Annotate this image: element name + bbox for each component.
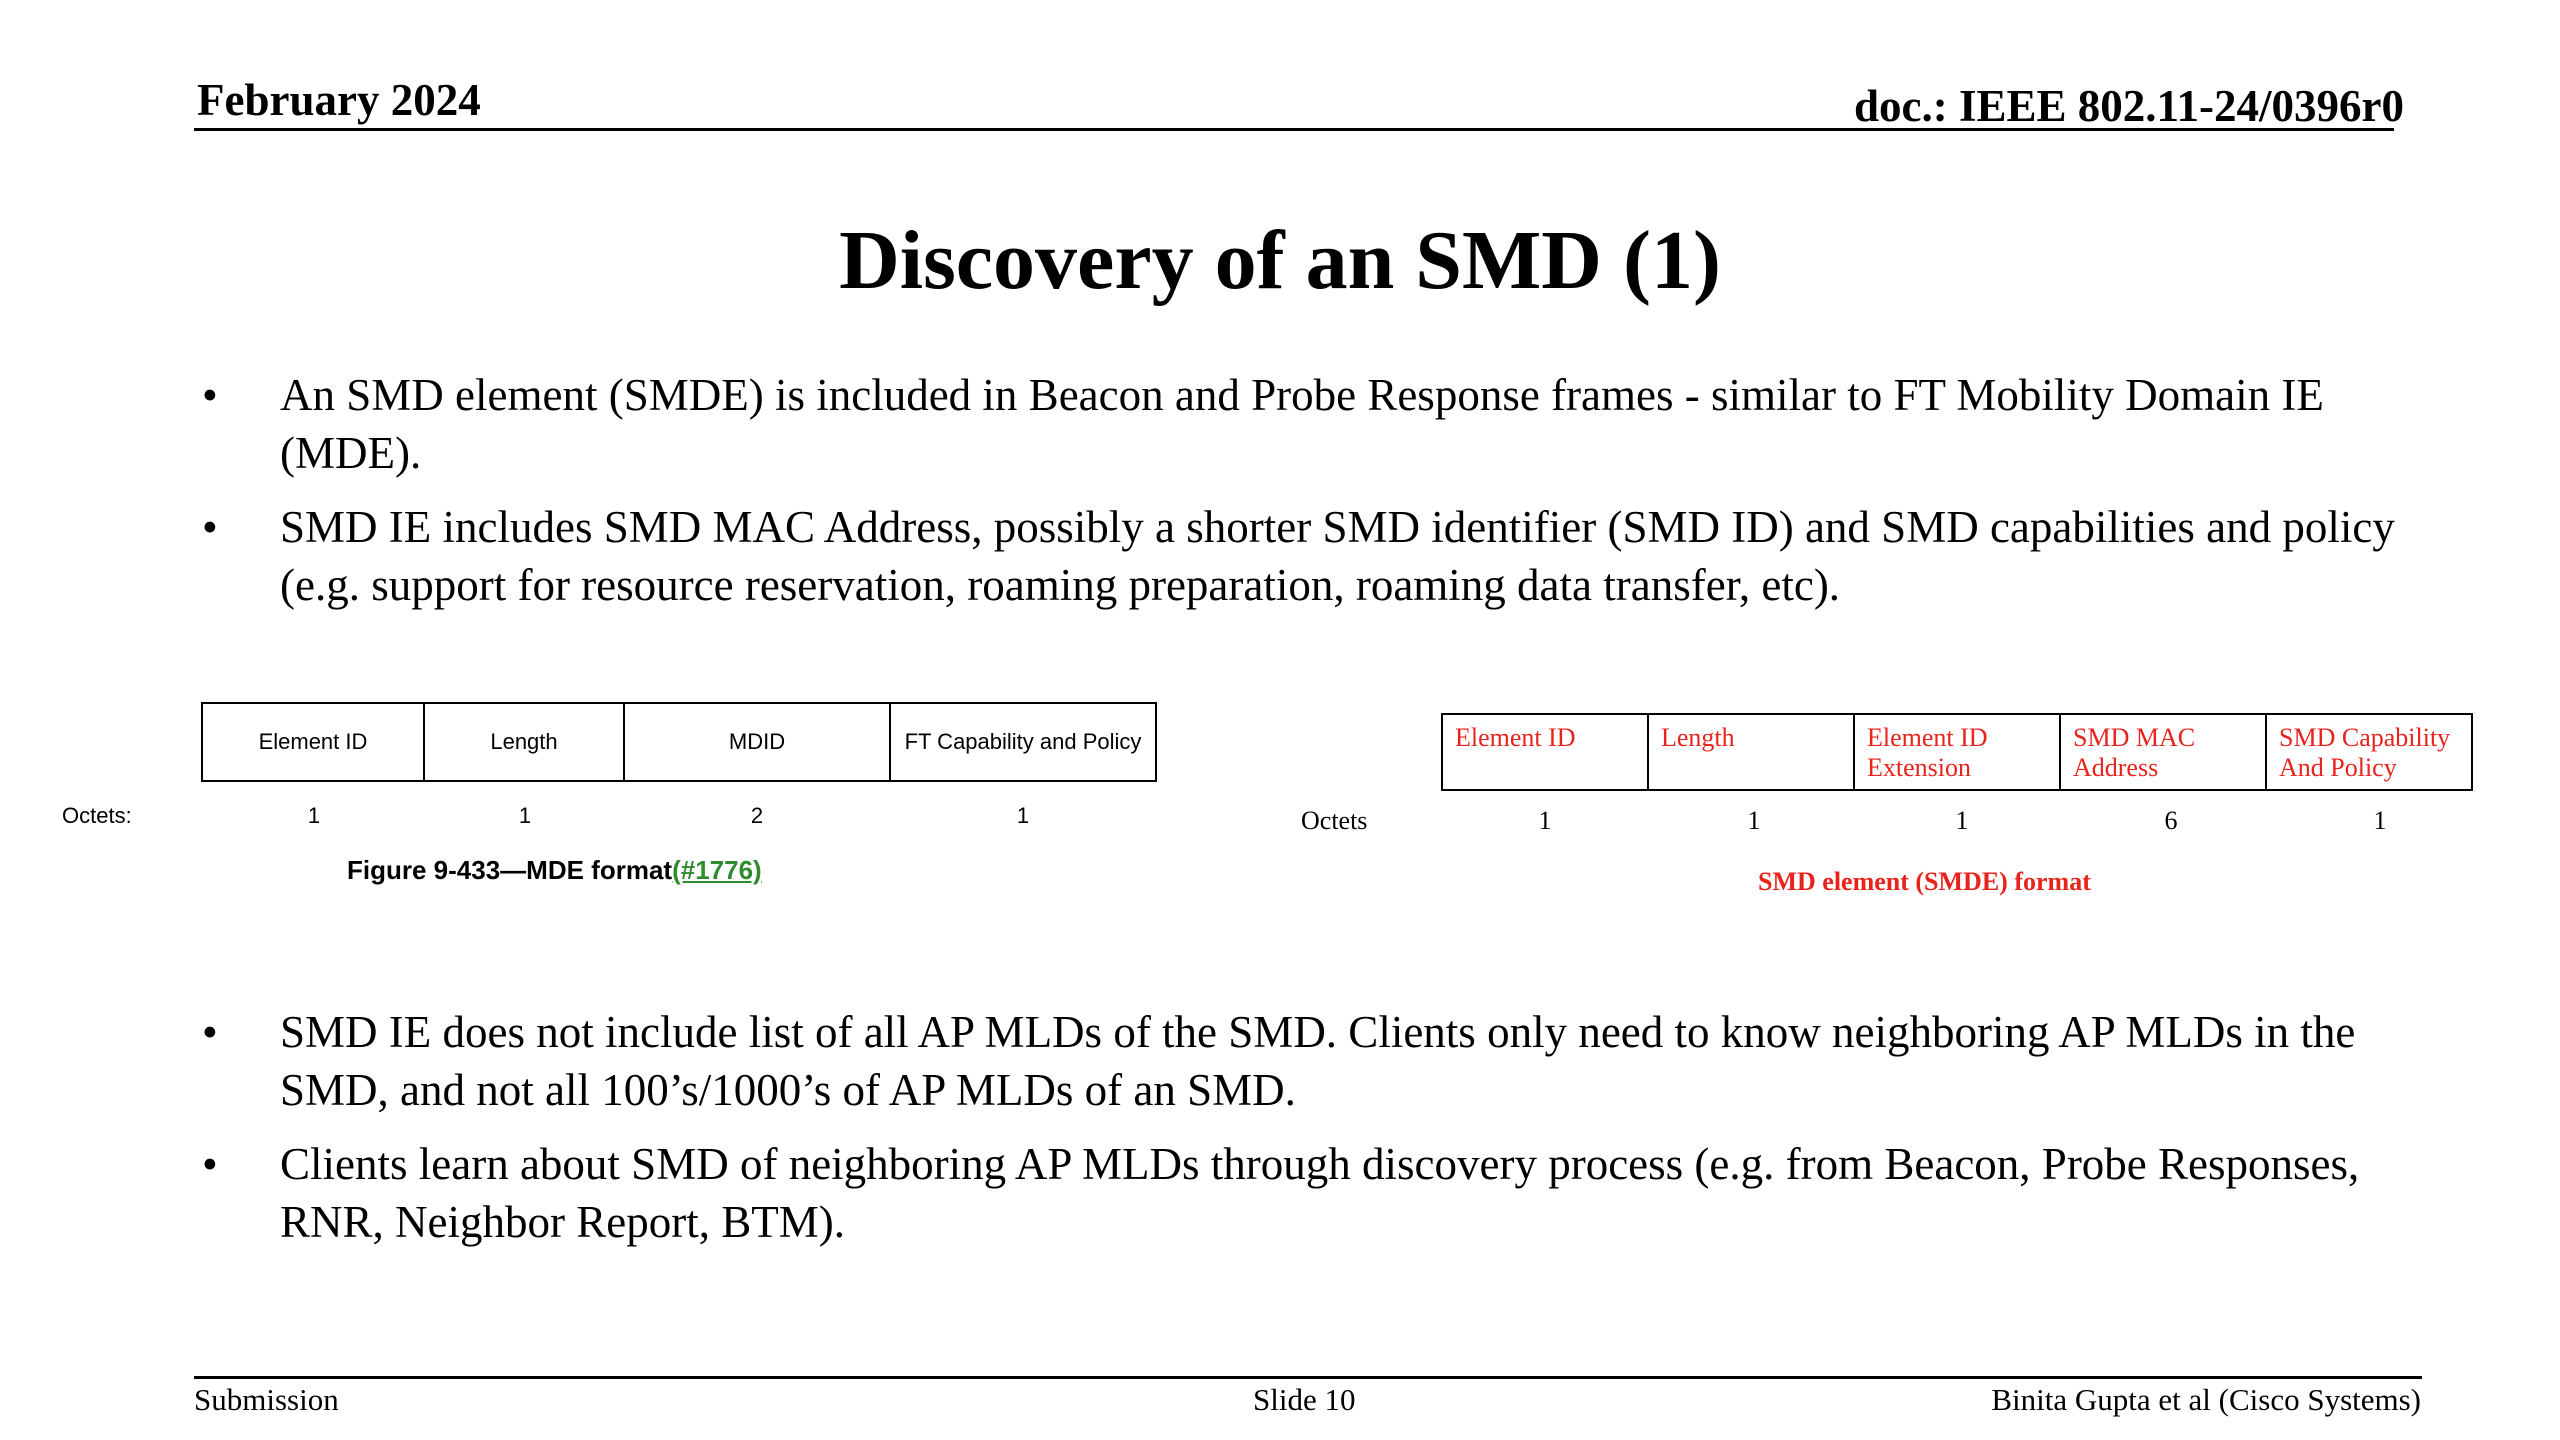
mde-octets-label: Octets: (62, 803, 132, 828)
footer-authors: Binita Gupta et al (Cisco Systems) (1991, 1382, 2421, 1417)
mde-field-element-id: Element ID (202, 703, 424, 781)
smde-field-smd-mac-address: SMD MAC Address (2060, 714, 2266, 790)
mde-octet-value: 2 (750, 803, 764, 828)
bullet-item: • SMD IE includes SMD MAC Address, possibly a shorter SMD identifier (SMD ID) and SMD capabilities and policy (e.g. support for resource reservation, roaming preparation, roaming data transfer, etc). (200, 498, 2420, 614)
header-divider (194, 128, 2394, 131)
smde-field-element-id: Element ID (1442, 714, 1648, 790)
slide-title: Discovery of an SMD (1) (839, 214, 1721, 307)
bullet-item: • Clients learn about SMD of neighboring AP MLDs through discovery process (e.g. from Beacon, Probe Responses, RNR, Neighbor Report, BTM). (200, 1135, 2420, 1251)
smde-octet-value: 6 (2164, 806, 2178, 835)
mde-caption-text: Figure 9-433—MDE format (347, 855, 673, 885)
footer-slide-number: Slide 10 (1253, 1382, 1356, 1417)
smde-field-length: Length (1648, 714, 1854, 790)
smde-octet-value: 1 (1538, 806, 1552, 835)
smde-octet-value: 1 (2373, 806, 2387, 835)
smde-octet-value: 1 (1955, 806, 1969, 835)
mde-field-length: Length (424, 703, 624, 781)
bullet-item: • SMD IE does not include list of all AP MLDs of the SMD. Clients only need to know neighboring AP MLDs in the SMD, and not all 100’s/1000’s of AP MLDs of an SMD. (200, 1003, 2420, 1119)
bullet-item: • An SMD element (SMDE) is included in Beacon and Probe Response frames - similar to FT Mobility Domain IE (MDE). (200, 366, 2420, 482)
smde-format-table (1441, 713, 2473, 791)
smde-field-element-id-extension: Element ID Extension (1854, 714, 2060, 790)
smde-field-smd-capability: SMD Capability And Policy (2266, 714, 2472, 790)
mde-octet-value: 1 (1016, 803, 1030, 828)
mde-octet-value: 1 (307, 803, 321, 828)
mde-caption-link[interactable]: (#1776) (672, 855, 762, 885)
smde-octets-label: Octets (1301, 806, 1368, 835)
bullet-list-top (200, 366, 2420, 630)
mde-field-mdid: MDID (624, 703, 890, 781)
smde-octet-value: 1 (1747, 806, 1761, 835)
header-doc-id: doc.: IEEE 802.11-24/0396r0 (1853, 81, 2404, 131)
mde-field-ft-capability: FT Capability and Policy (890, 703, 1156, 781)
smde-figure-caption: SMD element (SMDE) format (1758, 867, 2091, 896)
header-date: February 2024 (197, 75, 481, 125)
bullet-list-bottom (200, 1003, 2420, 1267)
mde-figure-caption (347, 855, 762, 886)
footer-divider (194, 1376, 2422, 1379)
footer-submission: Submission (194, 1382, 339, 1417)
mde-octet-value: 1 (518, 803, 532, 828)
mde-format-table (201, 702, 1157, 782)
